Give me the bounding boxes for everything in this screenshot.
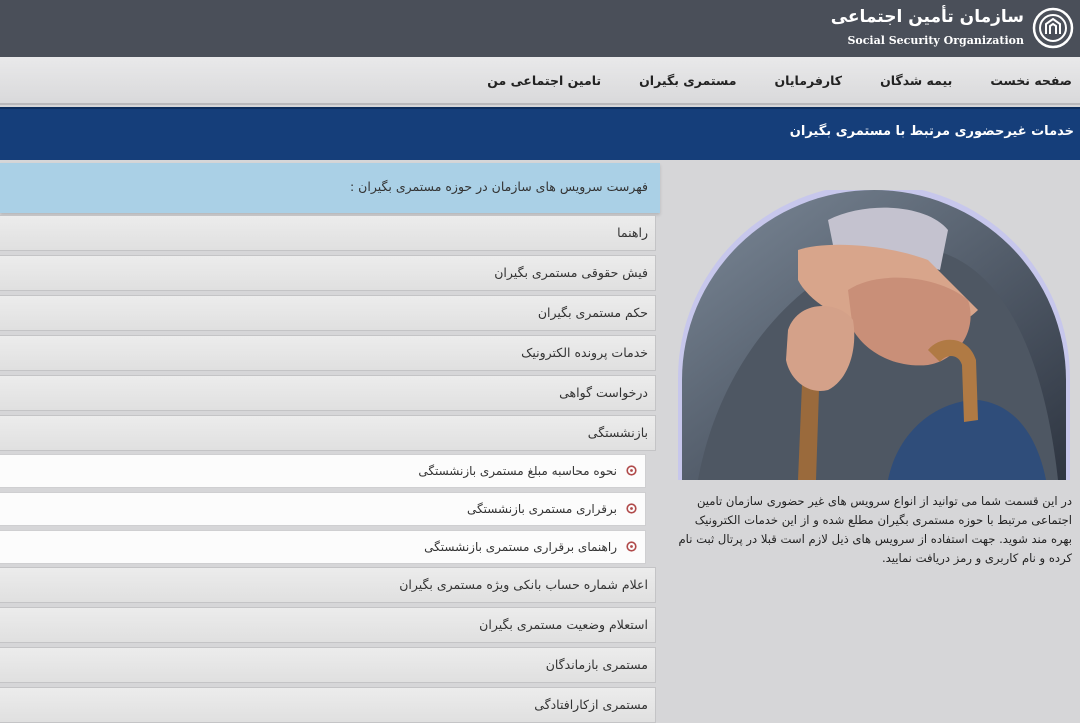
subitem-label: برقراری مستمری بازنشستگی: [467, 502, 617, 516]
service-item-payslip[interactable]: [0, 255, 656, 291]
service-item-survivors-pension[interactable]: [0, 647, 656, 683]
pensioner-photo: [678, 190, 1070, 482]
service-item-label: بازنشستگی: [587, 425, 648, 440]
service-item-pension-decree[interactable]: [0, 295, 656, 331]
subitem-pension-calculation[interactable]: [0, 454, 646, 488]
site-header: [0, 0, 1080, 57]
page-title: خدمات غیرحضوری مرتبط با مستمری بگیران: [789, 124, 1074, 139]
service-item-label: خدمات پرونده الکترونیک: [521, 345, 648, 360]
subitem-pension-establishment[interactable]: [0, 492, 646, 526]
nav-item-pensioners[interactable]: مستمری بگیران: [639, 72, 737, 88]
bullet-icon: [626, 503, 637, 514]
nav-item-home[interactable]: صفحه نخست: [990, 72, 1072, 88]
services-list-title: فهرست سرویس های سازمان در حوزه مستمری بگیران :: [350, 179, 648, 194]
service-item-status-inquiry[interactable]: [0, 607, 656, 643]
subitem-establishment-guide[interactable]: [0, 530, 646, 564]
site-logo[interactable]: [830, 5, 1074, 53]
service-item-label: حکم مستمری بگیران: [537, 305, 648, 320]
service-item-bank-account[interactable]: [0, 567, 656, 603]
subitem-label: راهنمای برقراری مستمری بازنشستگی: [424, 540, 617, 554]
nav-item-my-sso[interactable]: تامین اجتماعی من: [487, 72, 602, 88]
service-item-label: فیش حقوقی مستمری بگیران: [494, 265, 648, 280]
service-item-electronic-file[interactable]: [0, 335, 656, 371]
services-list: [0, 163, 660, 720]
service-item-label: مستمری بازماندگان: [545, 657, 648, 672]
bullet-icon: [626, 465, 637, 476]
service-item-label: درخواست گواهی: [559, 385, 648, 400]
service-item-guide[interactable]: [0, 215, 656, 251]
main-nav: [0, 57, 1080, 105]
nav-item-insured[interactable]: بیمه شدگان: [880, 72, 953, 88]
service-item-certificate-request[interactable]: [0, 375, 656, 411]
logo-english-text: Social Security Organization: [847, 34, 1024, 47]
service-description: در این قسمت شما می توانید از انواع سرویس های غیر حضوری سازمان تامین اجتماعی مرتبط با حوزه مستمری بگیران مطلع شده و از این خدمات الکترونیک بهره مند شوید. جهت استفاده از سرویس های ذیل لازم است قبلا در پرتال ثبت نام کرده و نام کاربری و رمز دریافت نمایید.: [678, 494, 1072, 565]
service-item-retirement[interactable]: [0, 415, 656, 451]
page-title-bar: [0, 107, 1080, 160]
service-item-label: مستمری ازکارافتادگی: [534, 697, 648, 712]
subitem-label: نحوه محاسبه مبلغ مستمری بازنشستگی: [418, 464, 617, 478]
services-list-header: [0, 163, 660, 213]
sso-emblem-icon: [1032, 7, 1074, 49]
logo-persian-text: سازمان تأمین اجتماعی: [830, 7, 1024, 27]
bullet-icon: [626, 541, 637, 552]
elderly-hands-cane-photo: [678, 190, 1070, 482]
service-item-label: استعلام وضعیت مستمری بگیران: [479, 617, 648, 632]
service-item-disability-pension[interactable]: [0, 687, 656, 723]
nav-item-employers[interactable]: کارفرمایان: [774, 72, 843, 88]
service-item-label: راهنما: [617, 225, 648, 240]
service-item-label: اعلام شماره حساب بانکی ویژه مستمری بگیران: [399, 577, 648, 592]
